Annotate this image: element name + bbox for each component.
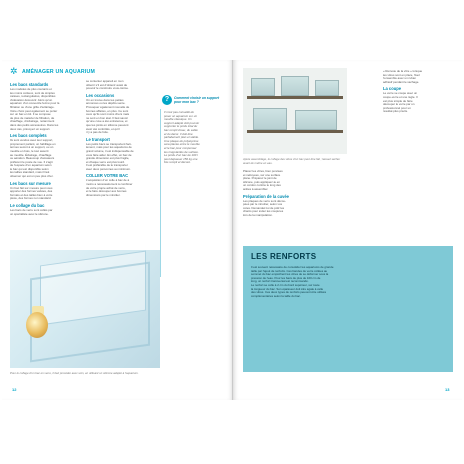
text-line: et le faire découper aux bonnes: [86, 189, 127, 194]
text-line: Il est préférable de le transporter: [86, 163, 128, 168]
text-line: est plus simple de faire: [383, 98, 413, 103]
text-line: chauffage, d’éclairage, notamment: [10, 119, 55, 124]
tank: [251, 78, 275, 96]
text-line: avoir été contrôlés, et qu’il: [86, 126, 120, 131]
tank: [315, 80, 339, 96]
text-line: d’élévation découvrir. Alors qu’un: [10, 97, 53, 102]
text-line: les vitres sont en place, fixez: [383, 72, 420, 77]
text-line: silicone, puis appliquez-le en: [243, 179, 280, 184]
text-line: complémentaires selon la taille du bac.: [251, 293, 301, 298]
silicone-cartridge: [26, 312, 48, 338]
text-line: adhésif pendant le séchage.: [383, 79, 420, 84]
text-line: caisses, rectangulaires, disponibles: [10, 94, 56, 99]
text-line: pièce, des formes non standard.: [10, 196, 52, 201]
silicone-photo: [10, 250, 160, 368]
question-mark-icon: ?: [162, 95, 172, 105]
right-column-2: [383, 70, 453, 116]
tank: [281, 76, 309, 96]
text-line: grande dimension est plus fragile,: [86, 156, 130, 161]
text-line: dimensions par le miroitier.: [86, 192, 121, 197]
text-line: que les joints en silicone peuvent: [86, 122, 129, 127]
text-line: de l’espace d’un aquarium selon: [10, 163, 52, 168]
left-column-2: [86, 80, 156, 199]
text-line: Il est souvent nécessaire de consolider les aquariums de grande: [251, 265, 334, 269]
text-line: Le verre se coupe avec un: [383, 91, 418, 96]
callout-divider: [160, 109, 161, 277]
shelf-bottom: [247, 130, 343, 133]
section-heading: La coupe: [383, 86, 401, 92]
text-line: L’acquisition d’un colle à bac de à: [86, 178, 130, 183]
text-line: proprement parlant, un habillage en: [10, 141, 56, 146]
text-line: On en trouve dans les petites: [86, 97, 124, 102]
section-heading: Les occasions: [86, 92, 115, 98]
section-heading: Les bacs complets: [10, 133, 47, 139]
section-heading: Le collage du bac: [10, 203, 45, 209]
section-body: [10, 139, 80, 179]
section-body: [86, 99, 156, 135]
text-line: Les modèles de plus courants et: [10, 87, 52, 91]
text-line: lors de la manipulation.: [243, 212, 273, 217]
right-photo-caption: Après assemblage, le collage des vitres d’un bac peut être fait ; laissez sécher avant de mettre en eau.: [243, 157, 341, 165]
text-line: fois rempli et décoré.: [164, 160, 191, 165]
text-line: formats et des tailles bien à votre: [10, 192, 53, 197]
text-line: la longueur du bac. Son épaisseur doit être égale à celle: [251, 286, 324, 291]
text-line: arêtes à assembler.: [243, 186, 269, 191]
text-line: au meuble. Éclairage, chauffage: [10, 152, 52, 157]
text-line: obtenir s’il est d’obtenir aussi de: [86, 82, 128, 87]
section-body: [10, 209, 80, 216]
section-body: [86, 143, 156, 172]
right-column-1: [243, 170, 311, 220]
text-line: vous faire aider. En effet, un bac de: [86, 152, 132, 157]
left-column-1: [10, 80, 80, 218]
text-line: support adapté doit pouvoir: [164, 120, 200, 125]
text-line: « Renvoie de la vitre » lorsque: [383, 69, 423, 73]
text-line: les irrégularités de surface.: [164, 149, 199, 154]
text-line: ne sont en bon état. Il faut savoir: [86, 115, 128, 120]
callout-title: Comment choisir un support pour mon bac ?: [174, 96, 220, 104]
text-line: observer qui est un peu plus cher.: [10, 174, 54, 179]
text-line: le bac qui est disponible selon: [10, 166, 49, 171]
text-line: qu’une cuve a été entretenue, et: [86, 119, 128, 124]
section-heading: COLLER VOTRE BAC: [86, 173, 129, 179]
text-line: Votre choix peut également se porter: [10, 108, 58, 113]
text-line: bac rempli d’eau, du sable: [164, 127, 198, 132]
tanks-photo: [243, 68, 347, 154]
text-line: Les petits bacs se transportent faci-: [86, 141, 132, 146]
text-line: Placez les vitres, bien poncées: [243, 169, 283, 173]
section-body: [86, 80, 156, 91]
left-page-number: 12: [12, 387, 17, 392]
text-line: se contenter appareil en mon: [86, 79, 124, 83]
text-line: long, un renfort transversal est recommandé.: [251, 279, 309, 284]
renforts-body: [251, 266, 447, 298]
text-line: filtration ou d’une grille d’éclairage.: [10, 104, 55, 109]
text-line: un spécialiste avec le silicone.: [10, 211, 49, 216]
text-line: parfaitement plan et stable.: [164, 135, 199, 140]
text-line: supporter le poids total du: [164, 124, 198, 129]
callout-body: [164, 111, 224, 165]
tank: [295, 110, 337, 130]
text-line: professionnel pour un: [383, 105, 411, 110]
text-line: préfèrent le poste de vue. Il s’agit: [10, 159, 53, 164]
text-line: chants pour éviter les coupures: [243, 209, 284, 214]
shelf-top: [247, 96, 343, 99]
tank: [253, 108, 287, 130]
chapter-header: [10, 67, 95, 76]
text-line: sommet du bac empêchent les vitres de se déformer sous la: [251, 272, 329, 277]
text-line: moins a nécessairement à combiner: [86, 182, 133, 187]
text-line: découper le verre par un: [383, 102, 415, 107]
text-line: bonnes affaires, en plus. Ce sont: [86, 108, 129, 113]
text-line: poser un aquarium sur un: [164, 113, 197, 118]
text-line: un cordon continu le long des: [243, 183, 281, 188]
text-line: Les plaques de verre sont décou-: [243, 198, 286, 203]
glass-edge: [30, 262, 150, 363]
text-line: pées par le miroitier, selon vos: [243, 202, 283, 207]
section-body: [86, 179, 156, 197]
text-line: sur un bac en kit. Il se compose: [10, 112, 51, 117]
chapter-label: AMÉNAGER UN AQUARIUM: [22, 68, 95, 75]
text-line: avec deux personnes au minimum.: [86, 166, 131, 171]
text-line: taille par l’ajout de renforts. Ces bandes de verre collées au: [251, 268, 328, 273]
text-line: plane. Préparez le joint de: [243, 176, 277, 181]
text-line: coupe-verre et une règle. Il: [383, 94, 418, 99]
text-line: lement, mais pour les aquariums de: [86, 145, 132, 150]
text-line: Les bacs de verre sont collés par: [10, 208, 53, 213]
text-line: ou aération. Beaucoup d’amateurs: [10, 156, 55, 161]
text-line: aquarium d’un couvercle fermé pour la: [10, 101, 60, 106]
renforts-title: LES RENFORTS: [251, 252, 317, 261]
section-body: [383, 70, 453, 84]
right-page: [233, 60, 462, 400]
text-line: les moins coûteux, sont de simples: [10, 90, 55, 95]
text-line: meuble classique. Un: [164, 117, 192, 122]
section-body: [10, 187, 80, 201]
text-line: ceux qu’ils sont moins chers mais: [86, 112, 130, 117]
text-line: des vitres. Ces deux types de renforts peuvent être utilisés: [251, 290, 327, 295]
text-line: résultat plus précis.: [383, 109, 408, 114]
text-line: Ils sont vendus avec leur support,: [10, 138, 54, 143]
text-line: annonces ou les dépôts-vente.: [86, 101, 126, 106]
section-heading: Les bacs standards: [10, 82, 49, 87]
text-line: de plus de matériel de filtration, de: [10, 115, 55, 120]
section-body: [383, 92, 453, 114]
text-line: Provoquer également nouvelle de: [86, 104, 130, 109]
text-line: les tailles standard, mais il faut: [10, 170, 50, 175]
right-page-number: 13: [445, 387, 450, 392]
text-line: sera placée entre le meuble: [164, 142, 200, 147]
section-body: [243, 170, 311, 192]
text-line: Un bac fait sur mesure peut vous: [10, 185, 53, 190]
text-line: cotes. Demandez-lui de polir les: [243, 205, 285, 210]
section-body: [10, 88, 80, 131]
text-line: pouvoir le construire vous-même.: [86, 86, 129, 91]
section-heading: Les bacs sur mesure: [10, 180, 51, 186]
text-line: n’y a pas de fuite.: [86, 130, 109, 135]
text-line: et le bac pour compenser: [164, 145, 197, 150]
text-line: et chaque verre est plus lourd.: [86, 159, 125, 164]
text-line: grand volume, il est indispensable de: [86, 148, 134, 153]
section-heading: Préparation de la cuvée: [243, 193, 289, 199]
text-line: et nettoyées, sur une surface: [243, 172, 281, 177]
text-line: de votre propre achat de verre,: [86, 185, 126, 190]
section-heading: Le transport: [86, 136, 110, 142]
text-line: Le renfort se colle à 2 cm du bord supérieur, sur toute: [251, 282, 320, 287]
text-line: apporter des formes variées, des: [10, 189, 53, 194]
text-line: l’ensemble avec un ruban: [383, 76, 416, 81]
text-line: Une plaque de polystyrène: [164, 138, 199, 143]
left-page: [2, 60, 233, 400]
text-line: meuble en bois, le tout assorti: [10, 148, 49, 153]
text-line: Le poids d’un bac de 100 l: [164, 153, 198, 158]
text-line: peut dépasser 150 kg une: [164, 156, 198, 161]
text-line: dans des petits accessoires. Dans les: [10, 122, 59, 127]
section-body: [243, 200, 311, 218]
text-line: Il n’est pas conseillé de: [164, 110, 194, 114]
text-line: deux cas, prévoyez un support.: [10, 126, 51, 131]
renforts-box: [243, 246, 453, 372]
left-photo-caption: Pour le collage d’un bac en verre, il faut procéder avec soin, en utilisant un silicone adapté à l’aquarium.: [10, 371, 139, 375]
text-line: et du décor. Il doit être: [164, 131, 193, 136]
text-line: pression de l’eau. Pour les bacs de plus de 100 cm de: [251, 275, 321, 280]
text-line: termes seront à un support, ou un: [10, 145, 54, 150]
aquarium-icon: ✲: [10, 66, 18, 76]
